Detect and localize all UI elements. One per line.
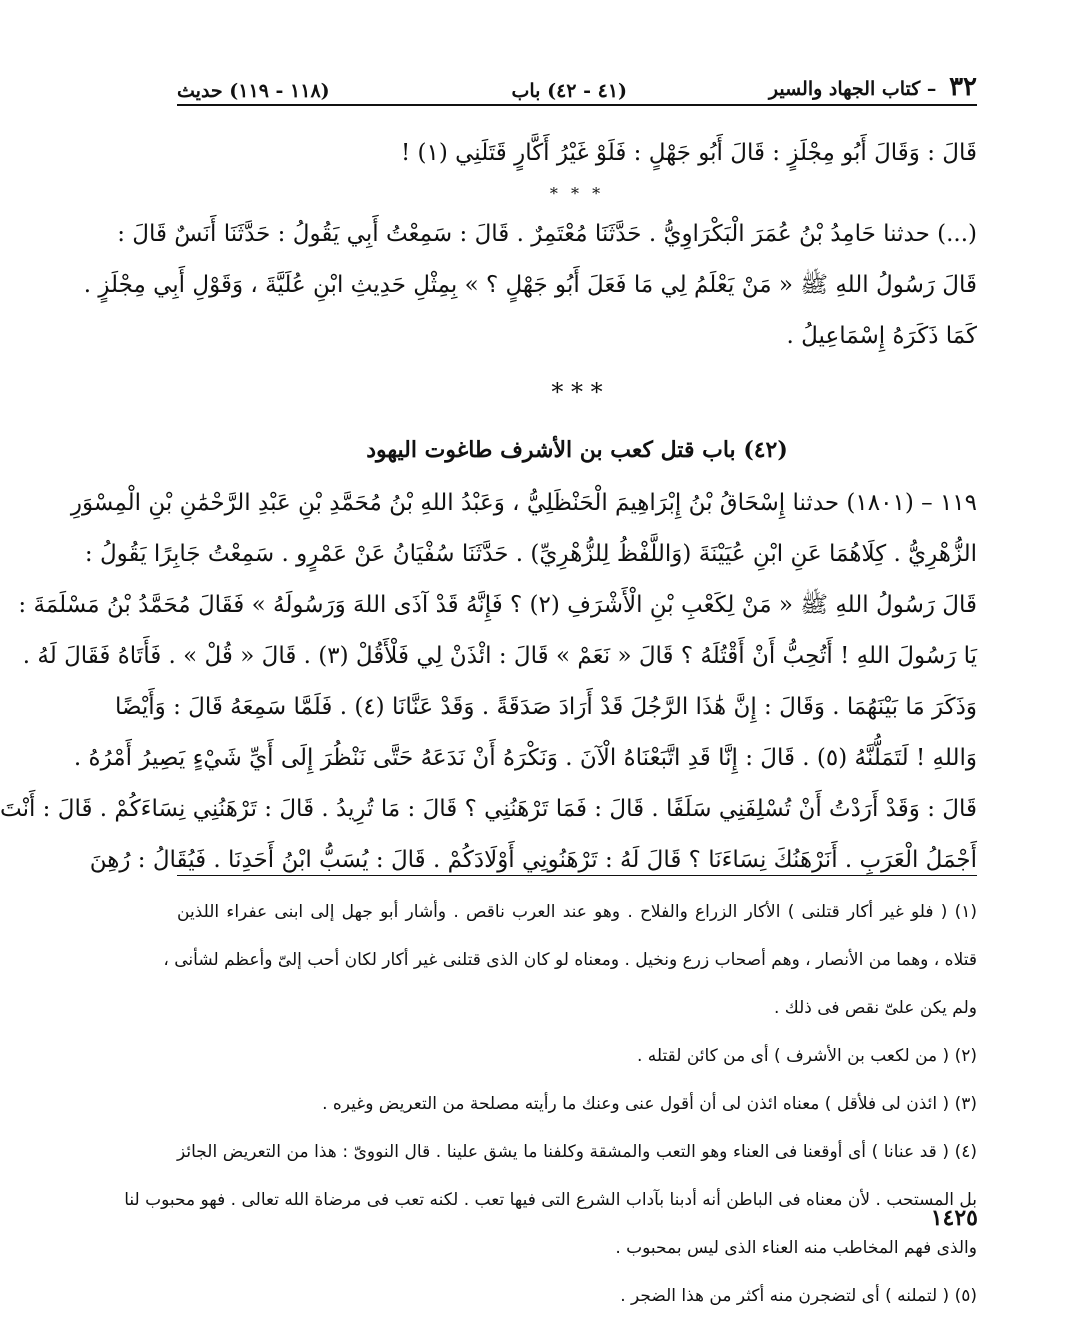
footnote-line: والذى فهم المخاطب منه العناء الذى ليس بمحبوب . xyxy=(615,1238,977,1258)
footnote-line: (٤) ( قد عنانا ) أى أوقعنا فى العناء وهو التعب والمشقة وكلفنا ما يشق علينا . قال النووىّ : هذا من التعريض الجائز xyxy=(177,1142,977,1162)
text-line: (...) حدثنا حَامِدُ بْنُ عُمَرَ الْبَكْرَاوِيُّ . حَدَّثَنَا مُعْتَمِرٌ . قَالَ : سَمِعْتُ أَبِي يَقُولُ : حَدَّثَنَا أَنَسٌ قَالَ : xyxy=(117,221,977,247)
hadith-range: (١١٨ - ١١٩) حديث xyxy=(177,80,330,102)
text-line: قَالَ رَسُولُ اللهِ ﷺ « مَنْ يَعْلَمُ لِي مَا فَعَلَ أَبُو جَهْلٍ ؟ » بِمِثْلِ حَدِيثِ ابْنِ عُلَيَّةَ ، وَقَوْلِ أَبِي مِجْلَزٍ . xyxy=(83,272,977,298)
chapter-heading: (٤٢) باب قتل كعب بن الأشرف طاغوت اليهود xyxy=(366,437,788,463)
page-number: ٣٢ xyxy=(949,72,977,102)
text-line: قَالَ رَسُولُ اللهِ ﷺ « مَنْ لِكَعْبِ بْنِ الْأَشْرَفِ (٢) ؟ فَإِنَّهُ قَدْ آذَى اللهَ وَرَسُولَهُ » فَقَالَ مُحَمَّدُ بْنُ مَسْلَمَةَ : xyxy=(18,592,977,618)
text-line: كَمَا ذَكَرَهُ إِسْمَاعِيلُ . xyxy=(786,323,977,349)
footnote-rule xyxy=(177,875,977,876)
header-right xyxy=(769,72,977,102)
footnote-line: (١) ( فلو غير أكار قتلنى ) الأكار الزراع والفلاح . وهو عند العرب ناقص . وأشار أبو جهل إلى ابنى عفراء اللذين xyxy=(177,902,977,922)
footnotes xyxy=(124,880,977,1329)
header-rule xyxy=(177,104,977,106)
text-line: يَا رَسُولَ اللهِ ! أَتُحِبُّ أَنْ أَقْتُلَهُ ؟ قَالَ « نَعَمْ » قَالَ : ائْذَنْ لِي فَلْأَقُلْ (٣) . قَالَ « قُلْ » . فَأَتَاهُ فَقَالَ لَهُ . xyxy=(22,643,977,669)
separator-small: * * * xyxy=(549,184,605,203)
separator-large: * * * xyxy=(551,378,603,406)
text-line: الزُّهْرِيُّ . كِلَاهُمَا عَنِ ابْنِ عُيَيْنَةَ (وَاللَّفْظُ لِلزُّهْرِيِّ) . حَدَّثَنَا سُفْيَانُ عَنْ عَمْرٍو . سَمِعْتُ جَابِرًا يَقُولُ : xyxy=(84,541,977,567)
text-line: وَاللهِ ! لَتَمَلُّنَّهُ (٥) . قَالَ : إِنَّا قَدِ اتَّبَعْنَاهُ الْآنَ . وَنَكْرَهُ أَنْ نَدَعَهُ حَتَّى نَنْظُرَ إِلَى أَيِّ شَيْءٍ يَصِيرُ أَمْرُهُ . xyxy=(73,745,977,771)
footnote-line: (٣) ( ائذن لى فلأقل ) معناه ائذن لى أن أقول عنى وعنك ما رأيته مصلحة من التعريض وغيره . xyxy=(322,1094,977,1114)
footer-page-number: ١٤٢٥ xyxy=(930,1205,978,1231)
text-line: قَالَ : وَقَدْ أَرَدْتُ أَنْ تُسْلِفَنِي سَلَفًا . قَالَ : فَمَا تَرْهَنُنِي ؟ قَالَ : مَا تُرِيدُ . قَالَ : تَرْهَنُنِي نِسَاءَكُمْ . قَالَ : أَنْتَ xyxy=(0,796,977,822)
footnote-line: بل المستحب . لأن معناه فى الباطن أنه أدبنا بآداب الشرع التى فيها تعب . لكنه تعب فى مرضاة الله تعالى . فهو محبوب لنا xyxy=(124,1190,977,1210)
chapter-range: (٤١ - ٤٢) باب xyxy=(511,80,628,102)
text-line: قَالَ : وَقَالَ أَبُو مِجْلَزٍ : قَالَ أَبُو جَهْلٍ : فَلَوْ غَيْرُ أَكَّارٍ قَتَلَنِي (١) ! xyxy=(400,140,977,166)
text-line: ١١٩ – (١٨٠١) حدثنا إِسْحَاقُ بْنُ إِبْرَاهِيمَ الْحَنْظَلِيُّ ، وَعَبْدُ اللهِ بْنُ مُحَمَّدِ بْنِ عَبْدِ الرَّحْمَٰنِ بْنِ الْمِسْوَرِ xyxy=(70,490,977,516)
footnote-line: (٥) ( لتملنه ) أى لتضجرن منه أكثر من هذا الضجر . xyxy=(620,1286,977,1306)
footnote-line: ولم يكن علىّ نقص فى ذلك . xyxy=(773,998,977,1018)
footnote-line: قتلاه ، وهما من الأنصار ، وهم أصحاب زرع ونخيل . ومعناه لو كان الذى قتلنى غير أكار لكان أحب إلىّ وأعظم لشأنى ، xyxy=(163,950,977,970)
main-text xyxy=(0,128,977,886)
running-header xyxy=(177,68,977,102)
text-line: وَذَكَرَ مَا بَيْنَهُمَا . وَقَالَ : إِنَّ هَٰذَا الرَّجُلَ قَدْ أَرَادَ صَدَقَةً . وَقَدْ عَنَّانَا (٤) . فَلَمَّا سَمِعَهُ قَالَ : وَأَيْضًا xyxy=(114,694,977,720)
text-line: أَجْمَلُ الْعَرَبِ . أَنَرْهَنُكَ نِسَاءَنَا ؟ قَالَ لَهُ : تَرْهَنُونِي أَوْلَادَكُمْ . قَالَ : يُسَبُّ ابْنُ أَحَدِنَا . فَيُقَالُ : رُهِنَ xyxy=(89,847,977,873)
footnote-line: (٢) ( من لكعب بن الأشرف ) أى من كائن لقتله . xyxy=(636,1046,977,1066)
book-title: – كتاب الجهاد والسير xyxy=(768,78,937,100)
